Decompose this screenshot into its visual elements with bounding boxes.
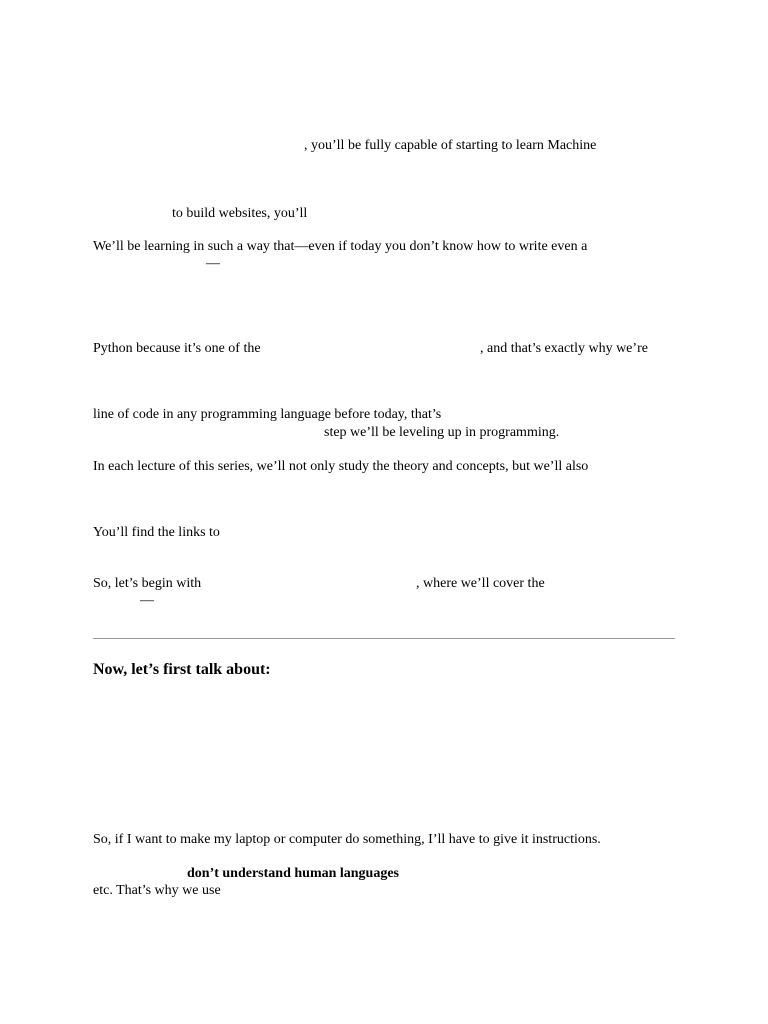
text-em-dash: — — [206, 256, 220, 271]
text-line-cover-the: , where we’ll cover the — [416, 576, 545, 591]
text-line-code-before-today: line of code in any programming language before today, that’s — [93, 407, 442, 422]
text-line-laptop-instructions: So, if I want to make my laptop or computer do something, I’ll have to give it instructions. — [93, 832, 601, 847]
text-bold-human-languages: don’t understand human languages — [187, 866, 400, 881]
text-em-dash-2: — — [140, 593, 154, 608]
text-line-learning-way: We’ll be learning in such a way that—even if today you don’t know how to write even a — [93, 239, 588, 254]
horizontal-divider — [93, 638, 675, 639]
text-line-begin-with: So, let’s begin with — [93, 576, 202, 591]
text-line-each-lecture: In each lecture of this series, we’ll not only study the theory and concepts, but we’ll also — [93, 459, 589, 474]
text-line-build-websites: to build websites, you’ll — [172, 206, 308, 221]
text-line-exactly-why: , and that’s exactly why we’re — [480, 341, 648, 356]
section-heading: Now, let’s first talk about: — [93, 661, 271, 678]
text-line-python-because: Python because it’s one of the — [93, 341, 261, 356]
text-line-machine-learning: , you’ll be fully capable of starting to learn Machine — [304, 138, 597, 153]
text-line-leveling-up: step we’ll be leveling up in programming. — [324, 425, 560, 440]
text-line-why-we-use: etc. That’s why we use — [93, 883, 221, 898]
text-line-find-links: You’ll find the links to — [93, 525, 220, 540]
